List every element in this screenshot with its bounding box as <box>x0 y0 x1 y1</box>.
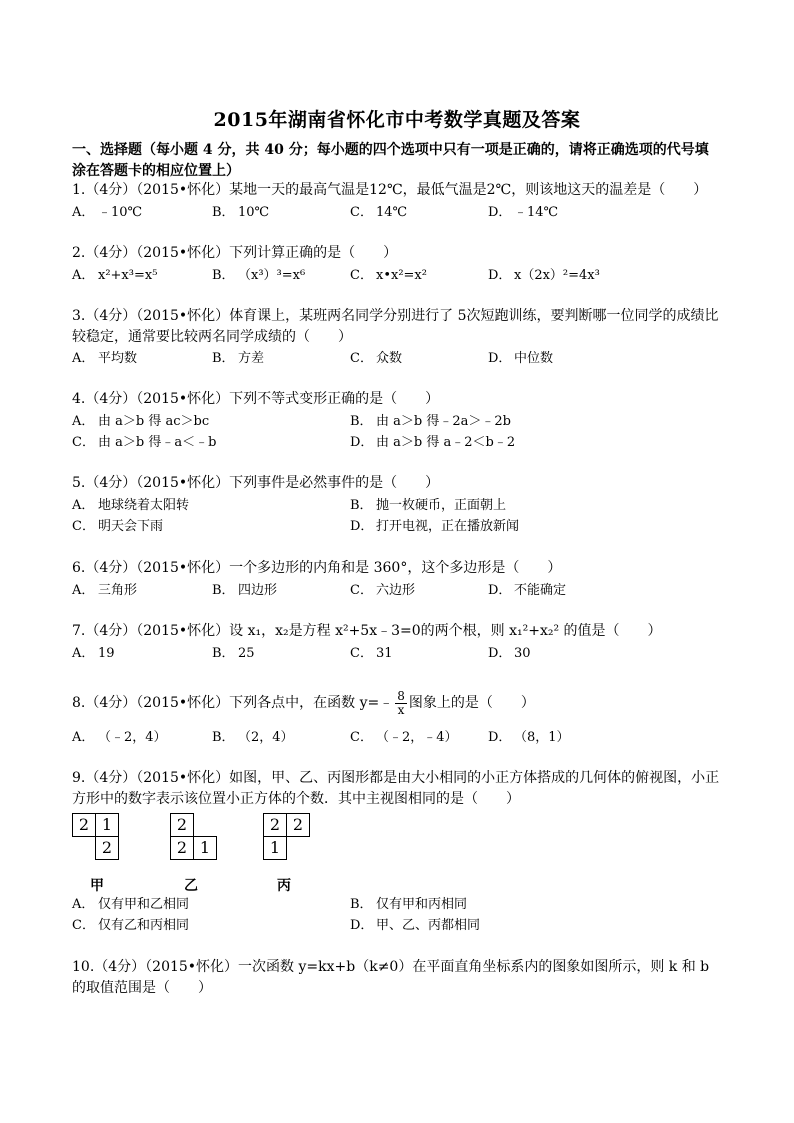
question-10-stem: 10.（4分）（2015•怀化）一次函数 y=kx+b（k≠0）在平面直角坐标系内的图象如图所示，则 k 和 b 的取值范围是（ ） <box>72 959 710 996</box>
q4-option-d: D． 由 a＞b 得 a﹣2＜b﹣2 <box>350 435 516 450</box>
q5-option-b: B． 抛一枚硬币，正面朝上 <box>350 498 507 513</box>
question-2-options <box>72 265 732 286</box>
q8-option-a: A． （﹣2，4） <box>72 730 167 745</box>
q9-option-b: B． 仅有甲和丙相同 <box>350 897 468 912</box>
question-5-stem: 5.（4分）（2015•怀化）下列事件是必然事件的是（ ） <box>72 475 440 491</box>
grid-cell: 1 <box>193 836 217 860</box>
q2-option-a: A． x²+x³=x⁵ <box>72 268 158 283</box>
q4-option-b: B． 由 a＞b 得﹣2a＞﹣2b <box>350 414 511 429</box>
question-1-options <box>72 202 732 223</box>
q2-option-d: D． x（2x）²=4x³ <box>488 268 600 283</box>
section-heading: 一、选择题（每小题 4 分，共 40 分；每小题的四个选项中只有一项是正确的，请将正确选项的代号填涂在答题卡的相应位置上） <box>72 142 709 179</box>
figure-bing-label: 丙 <box>277 878 291 894</box>
q1-option-c: C． 14℃ <box>350 205 408 220</box>
question-5-options-row1 <box>72 495 732 516</box>
page-title: 2015年湖南省怀化市中考数学真题及答案 <box>213 109 581 131</box>
figure-yi-label: 乙 <box>184 878 198 894</box>
figure-jia-label: 甲 <box>90 878 104 894</box>
q7-option-d: D． 30 <box>488 646 531 661</box>
q6-option-b: B． 四边形 <box>212 583 278 598</box>
q1-option-b: B． 10℃ <box>212 205 270 220</box>
q8-option-c: C． （﹣2，﹣4） <box>350 730 458 745</box>
q9-option-c: C． 仅有乙和丙相同 <box>72 918 190 933</box>
question-9-options-row2 <box>72 915 732 936</box>
q4-option-a: A． 由 a＞b 得 ac＞bc <box>72 414 210 429</box>
grid-cell: 2 <box>170 813 194 837</box>
q5-option-c: C． 明天会下雨 <box>72 519 164 534</box>
fraction: $\frac{8}{x}$ <box>397 688 405 717</box>
q3-option-a: A． 平均数 <box>72 351 138 366</box>
question-1-stem: 1.（4分）（2015•怀化）某地一天的最高气温是12℃，最低气温是2℃，则该地这天的温差是（ ） <box>72 182 708 198</box>
question-8-options <box>72 727 732 748</box>
q7-option-b: B． 25 <box>212 646 255 661</box>
question-4-stem: 4.（4分）（2015•怀化）下列不等式变形正确的是（ ） <box>72 391 440 407</box>
q9-option-d: D． 甲、乙、丙都相同 <box>350 918 481 933</box>
q8-option-d: D． （8，1） <box>488 730 570 745</box>
q1-option-a: A． ﹣10℃ <box>72 205 143 220</box>
grid-cell: 2 <box>286 813 310 837</box>
question-9-options-row1 <box>72 894 732 915</box>
q8-option-b: B． （2，4） <box>212 730 294 745</box>
question-7-stem: 7.（4分）（2015•怀化）设 x₁，x₂是方程 x²+5x﹣3=0的两个根，则 x₁²+x₂² 的值是（ ） <box>72 623 662 639</box>
question-4-options-row2 <box>72 432 732 453</box>
grid-cell: 2 <box>72 813 96 837</box>
question-6-options <box>72 580 732 601</box>
grid-cell: 2 <box>263 813 287 837</box>
grid-cell: 1 <box>95 813 119 837</box>
grid-cell: 2 <box>170 836 194 860</box>
question-5-options-row2 <box>72 516 732 537</box>
q1-option-d: D． ﹣14℃ <box>488 205 559 220</box>
q5-option-d: D． 打开电视，正在播放新闻 <box>350 519 520 534</box>
q6-option-a: A． 三角形 <box>72 583 138 598</box>
question-9-stem: 9.（4分）（2015•怀化）如图，甲、乙、丙图形都是由大小相同的小正方体搭成的几何体的俯视图，小正方形中的数字表示该位置小正方体的个数．其中主视图相同的是（ ） <box>72 770 720 807</box>
q4-option-c: C． 由 a＞b 得﹣a＜﹣b <box>72 435 217 450</box>
q9-option-a: A． 仅有甲和乙相同 <box>72 897 190 912</box>
q3-option-b: B． 方差 <box>212 351 265 366</box>
grid-cell: 2 <box>95 836 119 860</box>
question-7-options <box>72 643 732 664</box>
q7-option-c: C． 31 <box>350 646 393 661</box>
q2-option-c: C． x•x²=x² <box>350 268 427 283</box>
q6-option-c: C． 六边形 <box>350 583 416 598</box>
question-3-stem: 3.（4分）（2015•怀化）体育课上，某班两名同学分别进行了 5次短跑训练，要判断哪一位同学的成绩比较稳定，通常要比较两名同学成绩的（ ） <box>72 308 719 345</box>
q5-option-a: A． 地球绕着太阳转 <box>72 498 190 513</box>
question-8-stem: 8.（4分）（2015•怀化）下列各点中，在函数 y=﹣ $\frac{8}{x}$ 图象上的是（ ） <box>72 688 535 717</box>
q6-option-d: D． 不能确定 <box>488 583 567 598</box>
q3-option-d: D． 中位数 <box>488 351 554 366</box>
question-4-options-row1 <box>72 411 732 432</box>
question-2-stem: 2.（4分）（2015•怀化）下列计算正确的是（ ） <box>72 245 398 261</box>
q3-option-c: C． 众数 <box>350 351 403 366</box>
question-6-stem: 6.（4分）（2015•怀化）一个多边形的内角和是 360°，这个多边形是（ ） <box>72 560 562 576</box>
q7-option-a: A． 19 <box>72 646 115 661</box>
grid-cell: 1 <box>263 836 287 860</box>
q2-option-b: B． （x³）³=x⁶ <box>212 268 306 283</box>
question-3-options <box>72 348 732 369</box>
